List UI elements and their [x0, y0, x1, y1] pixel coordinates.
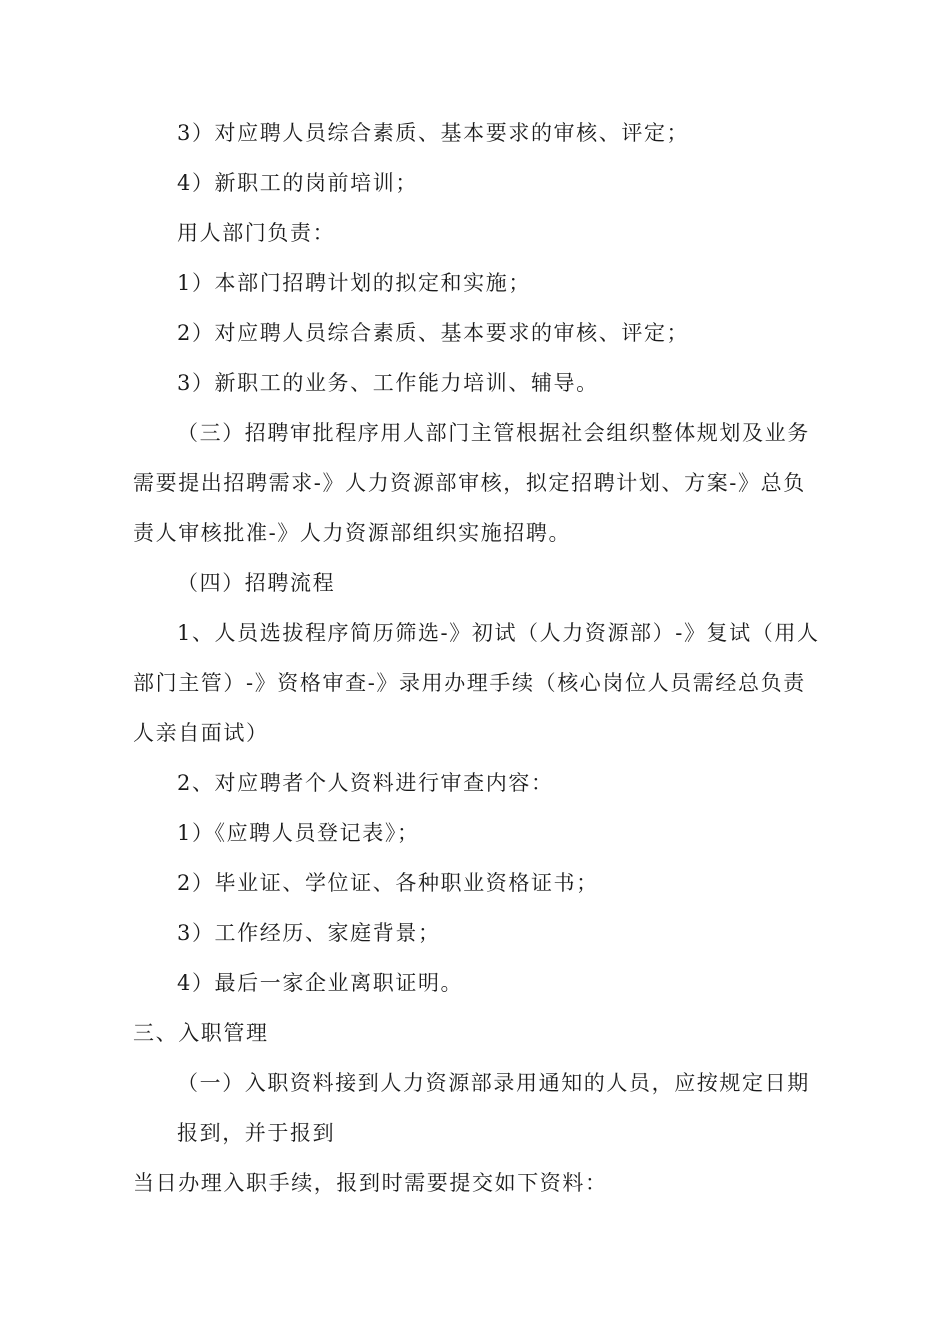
list-item: 2）毕业证、学位证、各种职业资格证书； — [177, 871, 599, 895]
list-item: 1）本部门招聘计划的拟定和实施； — [177, 271, 531, 295]
paragraph-line: 责人审核批准-》人力资源部组织实施招聘。 — [133, 521, 572, 545]
paragraph-line: 人亲自面试） — [133, 721, 269, 745]
paragraph-line: （三）招聘审批程序用人部门主管根据社会组织整体规划及业务 — [177, 421, 810, 445]
section-heading: 三、入职管理 — [133, 1021, 269, 1045]
list-item: 1）《应聘人员登记表》； — [177, 821, 420, 845]
list-item: 3）工作经历、家庭背景； — [177, 921, 441, 945]
paragraph-line: 1、人员选拔程序简历筛选-》初试（人力资源部）-》复试（用人 — [177, 621, 820, 645]
paragraph-line: 部门主管）-》资格审查-》录用办理手续（核心岗位人员需经总负责 — [133, 671, 806, 695]
paragraph-line: 需要提出招聘需求-》人力资源部审核，拟定招聘计划、方案-》总负 — [133, 471, 806, 495]
list-item: 4）新职工的岗前培训； — [177, 171, 418, 195]
section-label: 用人部门负责： — [177, 221, 336, 245]
list-item: 2）对应聘人员综合素质、基本要求的审核、评定； — [177, 321, 690, 345]
paragraph-line: 报到，并于报到 — [177, 1121, 336, 1145]
section-heading: （四）招聘流程 — [177, 571, 336, 595]
paragraph-line: 2、对应聘者个人资料进行审查内容： — [177, 771, 554, 795]
list-item: 4）最后一家企业离职证明。 — [177, 971, 464, 995]
list-item: 3）新职工的业务、工作能力培训、辅导。 — [177, 371, 599, 395]
list-item: 3）对应聘人员综合素质、基本要求的审核、评定； — [177, 121, 690, 145]
paragraph-line: （一）入职资料接到人力资源部录用通知的人员，应按规定日期 — [177, 1071, 810, 1095]
paragraph-line: 当日办理入职手续，报到时需要提交如下资料： — [133, 1171, 608, 1195]
